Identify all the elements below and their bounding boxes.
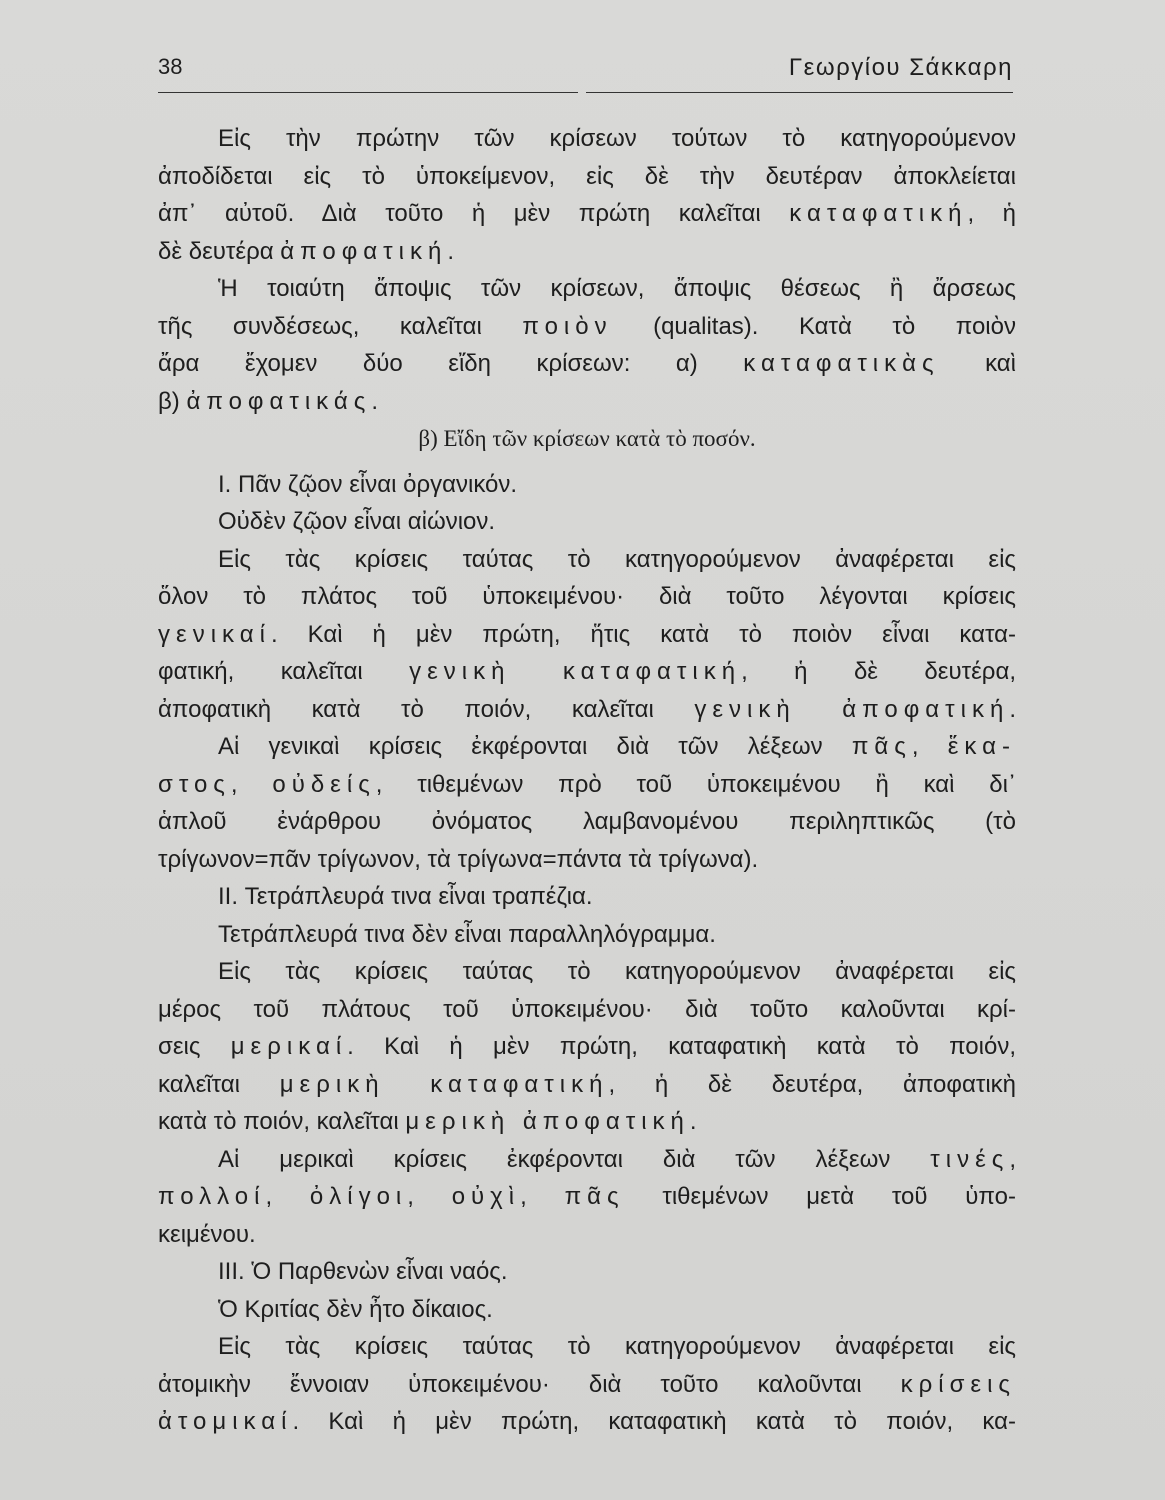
text-line — [158, 728, 1016, 766]
text-segment: . — [689, 1108, 697, 1135]
text-segment: Εἰς τὰς κρίσεις ταύτας τὸ κατηγορούμενον ἀναφέρεται εἰς — [218, 958, 1016, 985]
text-line — [158, 1178, 1016, 1216]
text-line — [158, 308, 1016, 346]
text-line — [158, 345, 1016, 383]
text-line — [158, 1141, 1016, 1179]
text-segment: Οὐδὲν ζῷον εἶναι αἰώνιον. — [218, 508, 496, 535]
spaced-emphasis-term: ἀποφατικάς — [186, 387, 372, 415]
spaced-emphasis-term: ποιὸν — [522, 312, 613, 340]
spaced-emphasis-term: γενικὴ καταφατική — [409, 658, 742, 685]
text-segment: ἀτομικὴν ἔννοιαν ὑποκειμένου· διὰ τοῦτο καλοῦνται — [158, 1370, 901, 1398]
spaced-emphasis-term: οὐχὶ — [451, 1183, 521, 1210]
spaced-emphasis-term: ὀλίγοι — [309, 1183, 408, 1210]
spaced-emphasis-term: πᾶς — [851, 733, 912, 760]
text-segment: , — [520, 1183, 565, 1210]
text-line — [158, 1066, 1016, 1104]
text-line — [158, 1028, 1016, 1066]
text-line — [158, 233, 1016, 271]
text-segment: . — [447, 237, 455, 265]
spaced-emphasis-term: οὐδείς — [272, 770, 376, 798]
spaced-emphasis-term: πολλοί — [158, 1183, 266, 1210]
text-segment: κειμένου. — [158, 1220, 256, 1248]
text-line — [158, 878, 1016, 916]
text-segment: Εἰς τὴν πρώτην τῶν κρίσεων τούτων τὸ κατηγορούμενον — [218, 125, 1016, 152]
text-segment: , — [1009, 1145, 1016, 1173]
text-segment: καλεῖται — [158, 1070, 280, 1098]
text-line — [158, 420, 1016, 458]
text-segment: τρίγωνον=πᾶν τρίγωνον, τὰ τρίγωνα=πάντα τὰ τρίγωνα). — [158, 845, 759, 873]
text-segment: I. Πᾶν ζῷον εἶναι ὀργανικόν. — [218, 470, 518, 498]
text-segment: Εἰς τὰς κρίσεις ταύτας τὸ κατηγορούμενον ἀναφέρεται εἰς — [218, 545, 1016, 573]
text-segment: II. Τετράπλευρά τινα εἶναι τραπέζια. — [218, 883, 593, 910]
spaced-emphasis-term: κρίσεις — [900, 1370, 1016, 1398]
text-segment: ἄρα ἔχομεν δύο εἴδη κρίσεων: α) — [158, 350, 744, 377]
text-line — [158, 578, 1016, 616]
text-segment: Αἱ μερικαὶ κρίσεις ἐκφέρονται διὰ τῶν λέξεων — [218, 1145, 931, 1173]
spaced-emphasis-term: καταφατική — [789, 200, 968, 227]
spaced-emphasis-term: στος — [158, 770, 231, 798]
text-segment: φατική, καλεῖται — [158, 658, 410, 685]
text-segment: ἀποδίδεται εἰς τὸ ὑποκείμενον, εἰς δὲ τὴν δευτέραν ἀποκλείεται — [158, 162, 1016, 190]
text-segment: Ἡ τοιαύτη ἄποψις τῶν κρίσεων, ἄποψις θέσεως ἢ ἄρσεως — [218, 275, 1016, 302]
text-line — [158, 270, 1016, 308]
text-segment: ἀποφατικὴ κατὰ τὸ ποιόν, καλεῖται — [158, 695, 695, 723]
text-segment: , — [911, 733, 948, 760]
page-body-text — [158, 120, 1016, 1441]
text-line — [158, 1253, 1016, 1291]
text-line — [158, 1103, 1016, 1141]
text-segment: III. Ὁ Παρθενὼν εἶναι ναός. — [218, 1258, 508, 1285]
text-line — [158, 541, 1016, 579]
text-segment: Αἱ γενικαὶ κρίσεις ἐκφέρονται διὰ τῶν λέξεων — [218, 733, 852, 760]
text-line — [158, 158, 1016, 196]
spaced-emphasis-term: ἕκα- — [947, 733, 1016, 760]
spaced-emphasis-term: μερικὴ ἀποφατική — [405, 1108, 690, 1135]
text-segment: , ἡ δὲ δευτέρα, — [741, 658, 1016, 685]
text-segment: . Καὶ ἡ μὲν πρώτη, καταφατικὴ κατὰ τὸ ποιόν, — [347, 1033, 1017, 1060]
running-title-author: Γεωργίου Σάκκαρη — [788, 54, 1013, 81]
text-line — [158, 616, 1016, 654]
text-line — [158, 503, 1016, 541]
text-segment: β) — [158, 387, 187, 415]
text-line — [158, 383, 1016, 421]
spaced-emphasis-term: ἀτομικαί — [158, 1408, 293, 1435]
text-line — [158, 691, 1016, 729]
text-segment: (qualitas). Κατὰ τὸ ποιὸν — [612, 312, 1016, 340]
text-line — [158, 120, 1016, 158]
text-segment: . Καὶ ἡ μὲν πρώτη, καταφατικὴ κατὰ τὸ ποιόν, κα- — [292, 1408, 1016, 1435]
spaced-emphasis-term: ἀποφατική — [280, 237, 448, 265]
text-segment: δὲ δευτέρα — [158, 237, 281, 265]
text-line — [158, 653, 1016, 691]
text-line — [158, 1403, 1016, 1441]
text-line — [158, 1328, 1016, 1366]
text-line — [158, 953, 1016, 991]
text-segment: , — [407, 1183, 452, 1210]
text-segment: τῆς συνδέσεως, καλεῖται — [158, 312, 523, 340]
spaced-emphasis-term: καταφατικὰς — [743, 350, 940, 377]
text-segment: . — [371, 387, 378, 415]
text-segment: β) Εἴδη τῶν κρίσεων κατὰ τὸ ποσόν. — [418, 426, 756, 451]
text-segment: . Καὶ ἡ μὲν πρώτη, ἥτις κατὰ τὸ ποιὸν εἶναι κατα- — [270, 620, 1016, 648]
running-header — [158, 52, 1013, 94]
spaced-emphasis-term: τινές — [930, 1145, 1010, 1173]
text-segment: , ἡ δὲ δευτέρα, ἀποφατικὴ — [608, 1070, 1016, 1098]
text-line — [158, 803, 1016, 841]
text-segment: , τιθεμένων πρὸ τοῦ ὑποκειμένου ἢ καὶ δι᾿ — [375, 770, 1016, 798]
text-segment: , — [230, 770, 273, 798]
spaced-emphasis-term: μερικὴ καταφατική — [279, 1070, 609, 1098]
text-segment: τιθεμένων μετὰ τοῦ ὑπο- — [624, 1183, 1016, 1210]
text-segment: καὶ — [939, 350, 1016, 377]
text-segment: , ἡ — [967, 200, 1016, 227]
header-rule-left — [158, 92, 578, 93]
spaced-emphasis-term: γενικαί — [158, 620, 271, 648]
text-line — [158, 1291, 1016, 1329]
text-segment: Εἰς τὰς κρίσεις ταύτας τὸ κατηγορούμενον ἀναφέρεται εἰς — [218, 1333, 1016, 1360]
text-segment: . — [1009, 695, 1016, 723]
text-line — [158, 195, 1016, 233]
text-line — [158, 466, 1016, 504]
text-segment: Τετράπλευρά τινα δὲν εἶναι παραλληλόγραμμα. — [218, 920, 716, 948]
text-line — [158, 916, 1016, 954]
text-line — [158, 1216, 1016, 1254]
text-segment: ἀπ᾿ αὐτοῦ. Διὰ τοῦτο ἡ μὲν πρώτη καλεῖται — [158, 200, 790, 227]
spaced-emphasis-term: πᾶς — [564, 1183, 625, 1210]
page-number: 38 — [158, 54, 183, 79]
text-segment: , — [265, 1183, 310, 1210]
text-line — [158, 991, 1016, 1029]
text-segment: σεις — [158, 1033, 231, 1060]
spaced-emphasis-term: γενικὴ ἀποφατική — [694, 695, 1010, 723]
text-segment: ἁπλοῦ ἐνάρθρου ὀνόματος λαμβανομένου περιληπτικῶς (τὸ — [158, 808, 1016, 835]
spaced-emphasis-term: μερικαί — [230, 1033, 348, 1060]
text-line — [158, 841, 1016, 879]
text-segment: Ὁ Κριτίας δὲν ἦτο δίκαιος. — [218, 1295, 493, 1323]
text-segment: ὅλον τὸ πλάτος τοῦ ὑποκειμένου· διὰ τοῦτο λέγονται κρίσεις — [158, 583, 1016, 610]
text-segment: κατὰ τὸ ποιόν, καλεῖται — [158, 1108, 406, 1135]
header-rule-right — [586, 92, 1013, 93]
text-segment: μέρος τοῦ πλάτους τοῦ ὑποκειμένου· διὰ τοῦτο καλοῦνται κρί- — [158, 995, 1016, 1023]
text-line — [158, 1366, 1016, 1404]
text-line — [158, 766, 1016, 804]
